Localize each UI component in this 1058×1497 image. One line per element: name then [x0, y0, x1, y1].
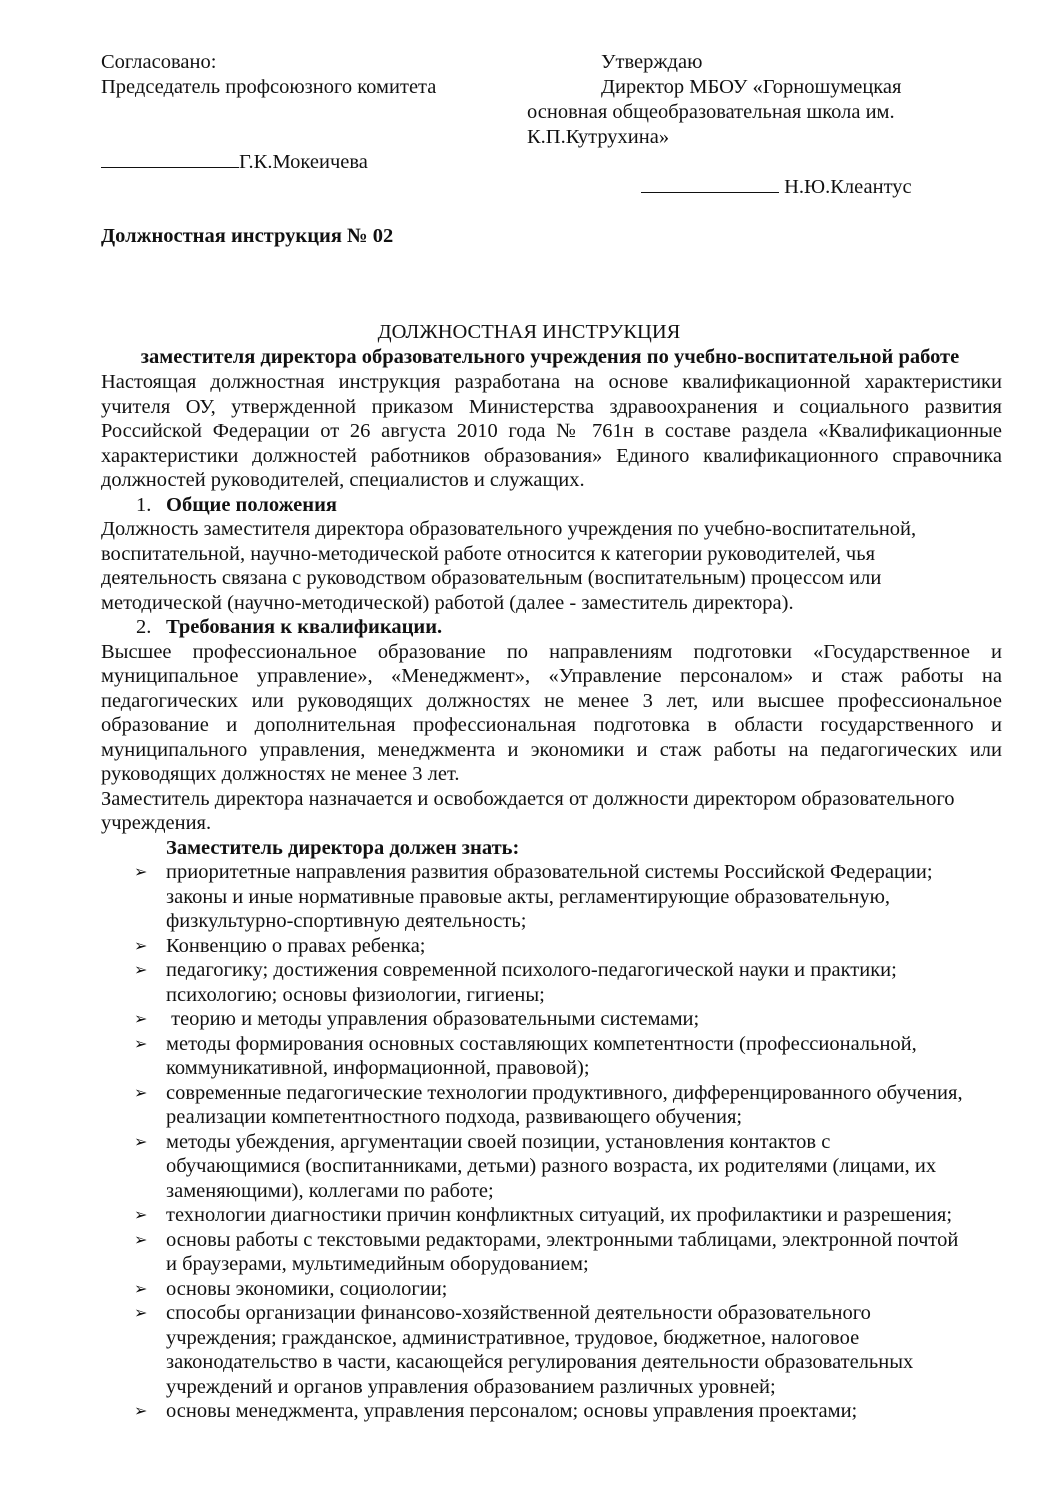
- list-item-text: основы экономики, социологии;: [166, 1277, 448, 1300]
- doc-subtitle: заместителя директора образовательного учреждения по учебно-воспитательной работе: [140, 346, 960, 368]
- approval-label: Согласовано:: [101, 51, 217, 73]
- list-heading: Заместитель директора должен знать:: [166, 836, 520, 859]
- list-item: [101, 1081, 1002, 1106]
- paragraph-line: должностей руководителей, специалистов и служащих.: [101, 469, 585, 491]
- director-signature: [641, 174, 912, 200]
- paragraph-line: руководящих должностях не менее 3 лет.: [101, 763, 460, 785]
- list-item: [101, 1203, 1002, 1228]
- paragraph-line: деятельность связана с руководством образовательным (воспитательным) процессом или: [101, 567, 882, 589]
- paragraph-line: Высшее профессиональное образование по направлениям подготовки «Государственное и: [101, 640, 1002, 663]
- director-name: Н.Ю.Клеантус: [784, 176, 912, 198]
- paragraph-line: муниципального управления, менеджмента и экономики и стаж работы на педагогических или: [101, 738, 1002, 761]
- arrow-bullet-icon: ➢: [134, 1082, 148, 1102]
- list-item: [101, 1007, 1002, 1032]
- arrow-bullet-icon: ➢: [134, 1033, 148, 1053]
- section-number: 2.: [136, 616, 152, 638]
- list-item-text: основы работы с текстовыми редакторами, электронными таблицами, электронной почтой: [166, 1228, 959, 1251]
- arrow-bullet-icon: ➢: [134, 1303, 148, 1322]
- list-item: [101, 860, 1002, 885]
- list-item: [101, 1301, 1002, 1326]
- list-item-text: основы менеджмента, управления персоналом; основы управления проектами;: [166, 1400, 858, 1422]
- arrow-bullet-icon: ➢: [134, 1278, 148, 1298]
- section-heading: [101, 493, 1002, 518]
- list-item-text: современные педагогические технологии продуктивного, дифференцированного обучения,: [166, 1081, 963, 1104]
- school-name-line: основная общеобразовательная школа им.: [527, 101, 895, 123]
- list-item: [101, 1130, 1002, 1155]
- list-item-continuation: коммуникативной, информационной, правовой);: [166, 1057, 590, 1079]
- list-item-text: способы организации финансово-хозяйственной деятельности образовательного: [166, 1302, 871, 1324]
- union-chair-label: Председатель профсоюзного комитета: [101, 76, 437, 98]
- list-item-continuation: законодательство в части, касающейся регулирования деятельности образовательных: [166, 1351, 914, 1373]
- list-item: [101, 1277, 1002, 1302]
- list-item-continuation: реализации компетентностного подхода, развивающего обучения;: [166, 1106, 743, 1128]
- signature-line: [641, 174, 779, 193]
- arrow-bullet-icon: ➢: [134, 1205, 148, 1224]
- list-item: [101, 934, 1002, 959]
- paragraph-line: образование и дополнительная профессиональная подготовка в области государственного и: [101, 714, 1002, 736]
- union-chair-signature: [101, 149, 368, 175]
- paragraph-line: Настоящая должностная инструкция разработана на основе квалификационной характеристики: [101, 371, 1002, 393]
- signature-line: [101, 149, 239, 168]
- school-name-line-2: К.П.Кутрухина»: [527, 126, 670, 148]
- section-number: 1.: [136, 493, 152, 516]
- union-chair-name: Г.К.Мокеичева: [239, 151, 368, 173]
- paragraph-line: характеристики должностей работников образования» Единого квалификационного справочника: [101, 444, 1002, 467]
- list-item-continuation: физкультурно-спортивную деятельность;: [166, 910, 527, 932]
- section-title: Общие положения: [166, 493, 337, 516]
- paragraph-line: учителя ОУ, утвержденной приказом Министерства здравоохранения и социального развития: [101, 395, 1002, 418]
- doc-title: ДОЛЖНОСТНАЯ ИНСТРУКЦИЯ: [377, 321, 681, 343]
- list-item-continuation: психологию; основы физиологии, гигиены;: [166, 983, 545, 1006]
- section-title: Требования к квалификации.: [166, 616, 443, 638]
- paragraph-line: методической (научно-методической) работой (далее - заместитель директора).: [101, 591, 794, 614]
- list-item-text: методы формирования основных составляющих компетентности (профессиональной,: [166, 1032, 917, 1055]
- list-item: [101, 1399, 1002, 1424]
- list-item-text: приоритетные направления развития образовательной системы Российской Федерации;: [166, 861, 933, 883]
- list-item-text: Конвенцию о правах ребенка;: [166, 934, 426, 957]
- paragraph-line: педагогических или руководящих должностях не менее 3 лет, или высшее профессиональное: [101, 689, 1002, 712]
- arrow-bullet-icon: ➢: [134, 960, 148, 979]
- arrow-bullet-icon: ➢: [134, 1131, 148, 1151]
- list-item-text: теорию и методы управления образовательными системами;: [166, 1008, 700, 1030]
- paragraph-line: Должность заместителя директора образовательного учреждения по учебно-воспитательной,: [101, 518, 917, 540]
- list-item-continuation: учреждений и органов управления образованием различных уровней;: [166, 1375, 776, 1398]
- list-item-continuation: законы и иные нормативные правовые акты, регламентирующие образовательную,: [166, 885, 891, 908]
- doc-number: Должностная инструкция № 02: [101, 225, 394, 247]
- paragraph-line: Заместитель директора назначается и освобождается от должности директором образовательного: [101, 787, 955, 810]
- list-item-text: методы убеждения, аргументации своей позиции, установления контактов с: [166, 1130, 831, 1153]
- list-item-text: технологии диагностики причин конфликтных ситуаций, их профилактики и разрешения;: [166, 1204, 953, 1226]
- paragraph-line: Российской Федерации от 26 августа 2010 года № 761н в составе раздела «Квалификационные: [101, 420, 1002, 442]
- list-item: [101, 958, 1002, 983]
- director-title: Директор МБОУ «Горношумецкая: [601, 76, 902, 98]
- arrow-bullet-icon: ➢: [134, 1229, 148, 1249]
- paragraph-line: воспитательной, научно-методической работе относится к категории руководителей, чья: [101, 542, 875, 565]
- arrow-bullet-icon: ➢: [134, 862, 148, 881]
- arrow-bullet-icon: ➢: [134, 1401, 148, 1420]
- section-heading: [101, 615, 1002, 640]
- paragraph-line: муниципальное управление», «Менеджмент», «Управление персоналом» и стаж работы на: [101, 665, 1002, 687]
- document-body: [101, 370, 1002, 1424]
- list-item-continuation: и браузерами, мультимедийным оборудованием;: [166, 1253, 589, 1275]
- arrow-bullet-icon: ➢: [134, 1009, 148, 1028]
- list-item-continuation: заменяющими), коллегами по работе;: [166, 1179, 494, 1202]
- list-item-continuation: обучающимися (воспитанниками, детьми) разного возраста, их родителями (лицами, их: [166, 1155, 937, 1177]
- list-item: [101, 1032, 1002, 1057]
- approve-label: Утверждаю: [601, 51, 703, 73]
- list-item-continuation: учреждения; гражданское, административное, трудовое, бюджетное, налоговое: [166, 1326, 860, 1349]
- arrow-bullet-icon: ➢: [134, 935, 148, 955]
- list-item: [101, 1228, 1002, 1253]
- paragraph-line: учреждения.: [101, 812, 212, 834]
- list-item-text: педагогику; достижения современной психолого-педагогической науки и практики;: [166, 959, 897, 981]
